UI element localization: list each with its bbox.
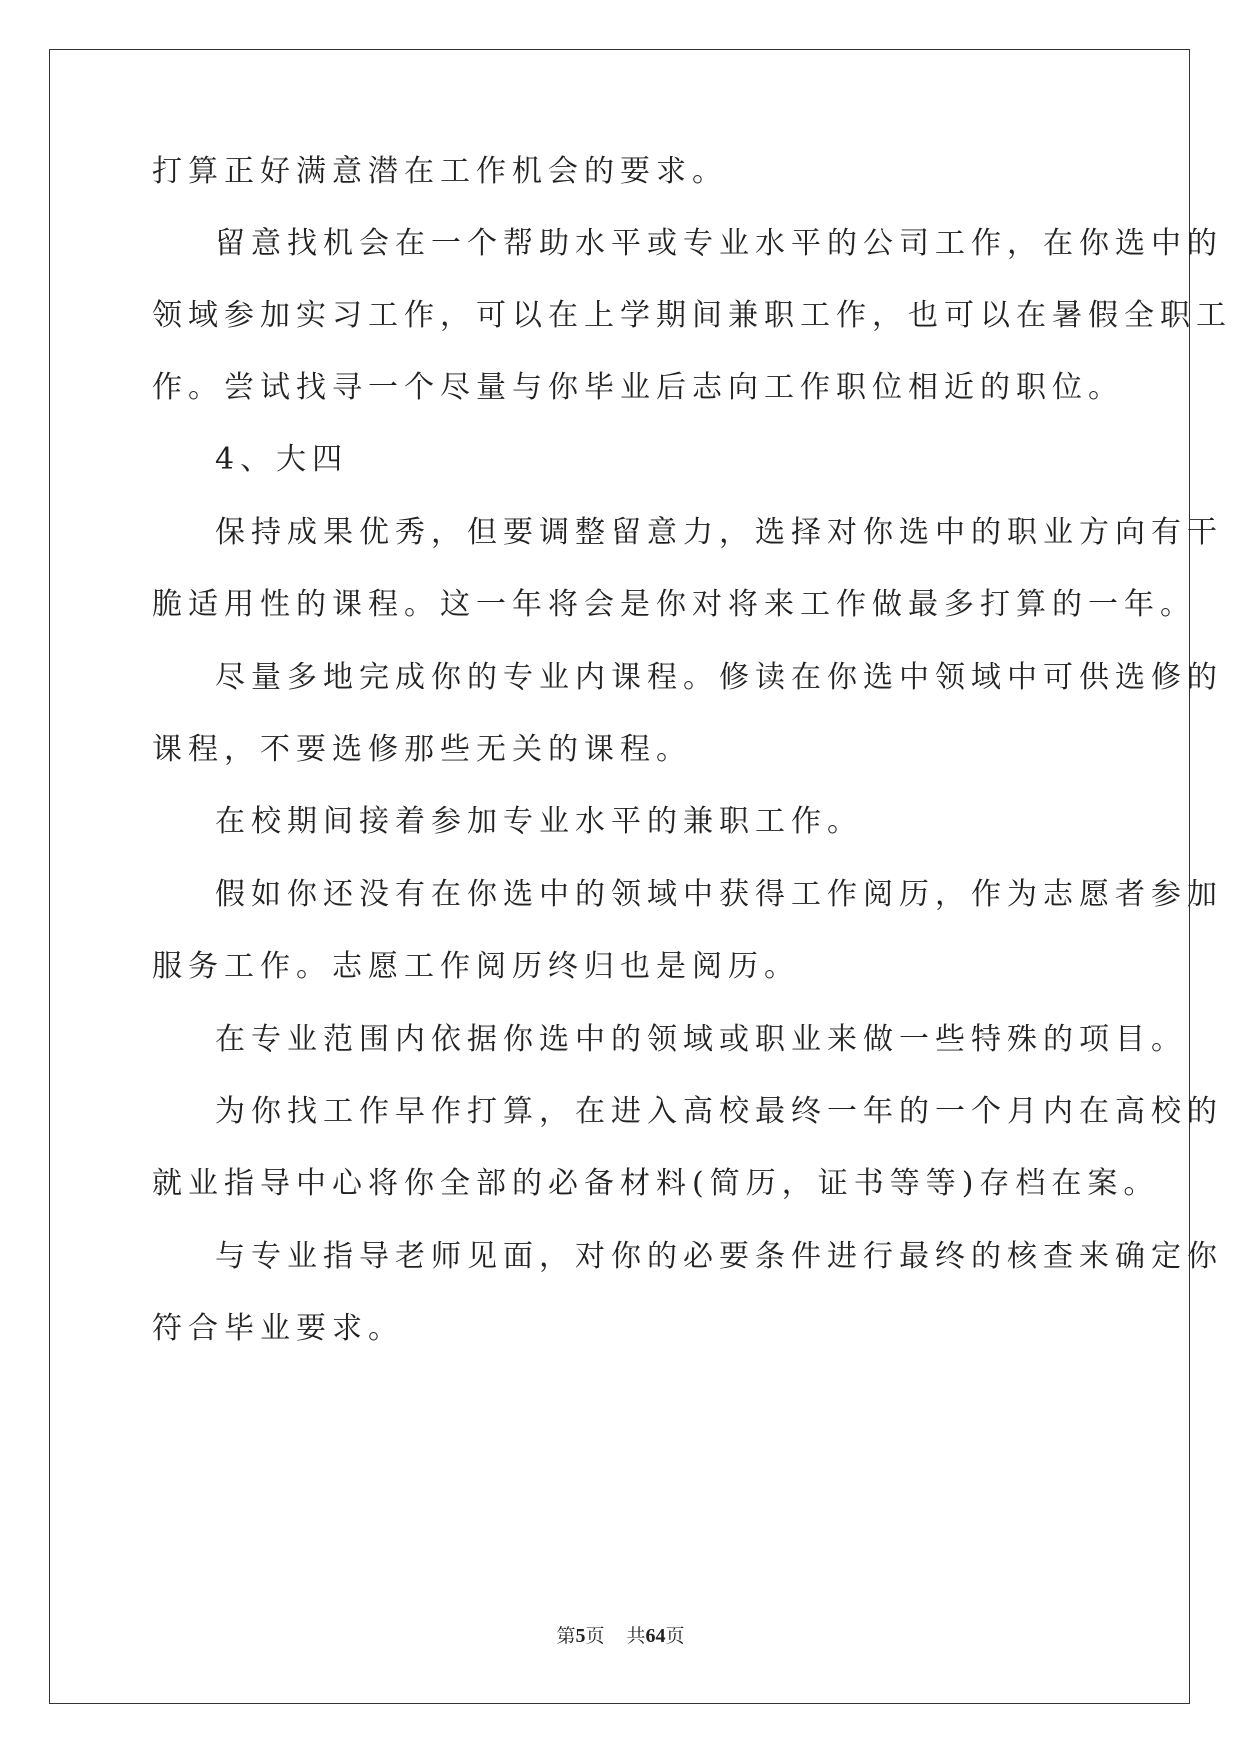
- paragraph-line: 为你找工作早作打算，在进入高校最终一年的一个月内在高校的: [215, 1094, 1223, 1129]
- paragraph-line: 与专业指导老师见面，对你的必要条件进行最终的核查来确定你: [215, 1239, 1223, 1274]
- paragraph-line: 服务工作。志愿工作阅历终归也是阅历。: [152, 949, 800, 984]
- paragraph-line: 假如你还没有在你选中的领域中获得工作阅历，作为志愿者参加: [215, 877, 1223, 912]
- paragraph-line: 就业指导中心将你全部的必备材料(简历，证书等等)存档在案。: [152, 1166, 1160, 1201]
- paragraph-line: 留意找机会在一个帮助水平或专业水平的公司工作，在你选中的: [215, 226, 1223, 261]
- paragraph-line: 打算正好满意潜在工作机会的要求。: [152, 154, 728, 189]
- page-number: 5: [575, 1625, 586, 1647]
- paragraph-line: 符合毕业要求。: [152, 1311, 404, 1346]
- paragraph-line: 尽量多地完成你的专业内课程。修读在你选中领域中可供选修的: [215, 660, 1223, 695]
- total-pages: 64: [645, 1625, 666, 1647]
- paragraph-line: 脆适用性的课程。这一年将会是你对将来工作做最多打算的一年。: [152, 587, 1196, 622]
- total-prefix: 共: [626, 1625, 646, 1647]
- page-prefix: 第: [556, 1625, 576, 1647]
- paragraph-line: 保持成果优秀，但要调整留意力，选择对你选中的职业方向有干: [215, 515, 1223, 550]
- page-footer: [0, 1624, 1241, 1648]
- paragraph-line: 在校期间接着参加专业水平的兼职工作。: [215, 804, 863, 839]
- total-suffix: 页: [665, 1625, 685, 1647]
- paragraph-line: 作。尝试找寻一个尽量与你毕业后志向工作职位相近的职位。: [152, 370, 1124, 405]
- paragraph-line: 在专业范围内依据你选中的领域或职业来做一些特殊的项目。: [215, 1022, 1187, 1057]
- paragraph-line: 领域参加实习工作，可以在上学期间兼职工作，也可以在暑假全职工: [152, 298, 1232, 333]
- paragraph-line: 课程，不要选修那些无关的课程。: [152, 732, 692, 767]
- section-heading: 4、大四: [215, 442, 349, 477]
- page-suffix: 页: [585, 1625, 605, 1647]
